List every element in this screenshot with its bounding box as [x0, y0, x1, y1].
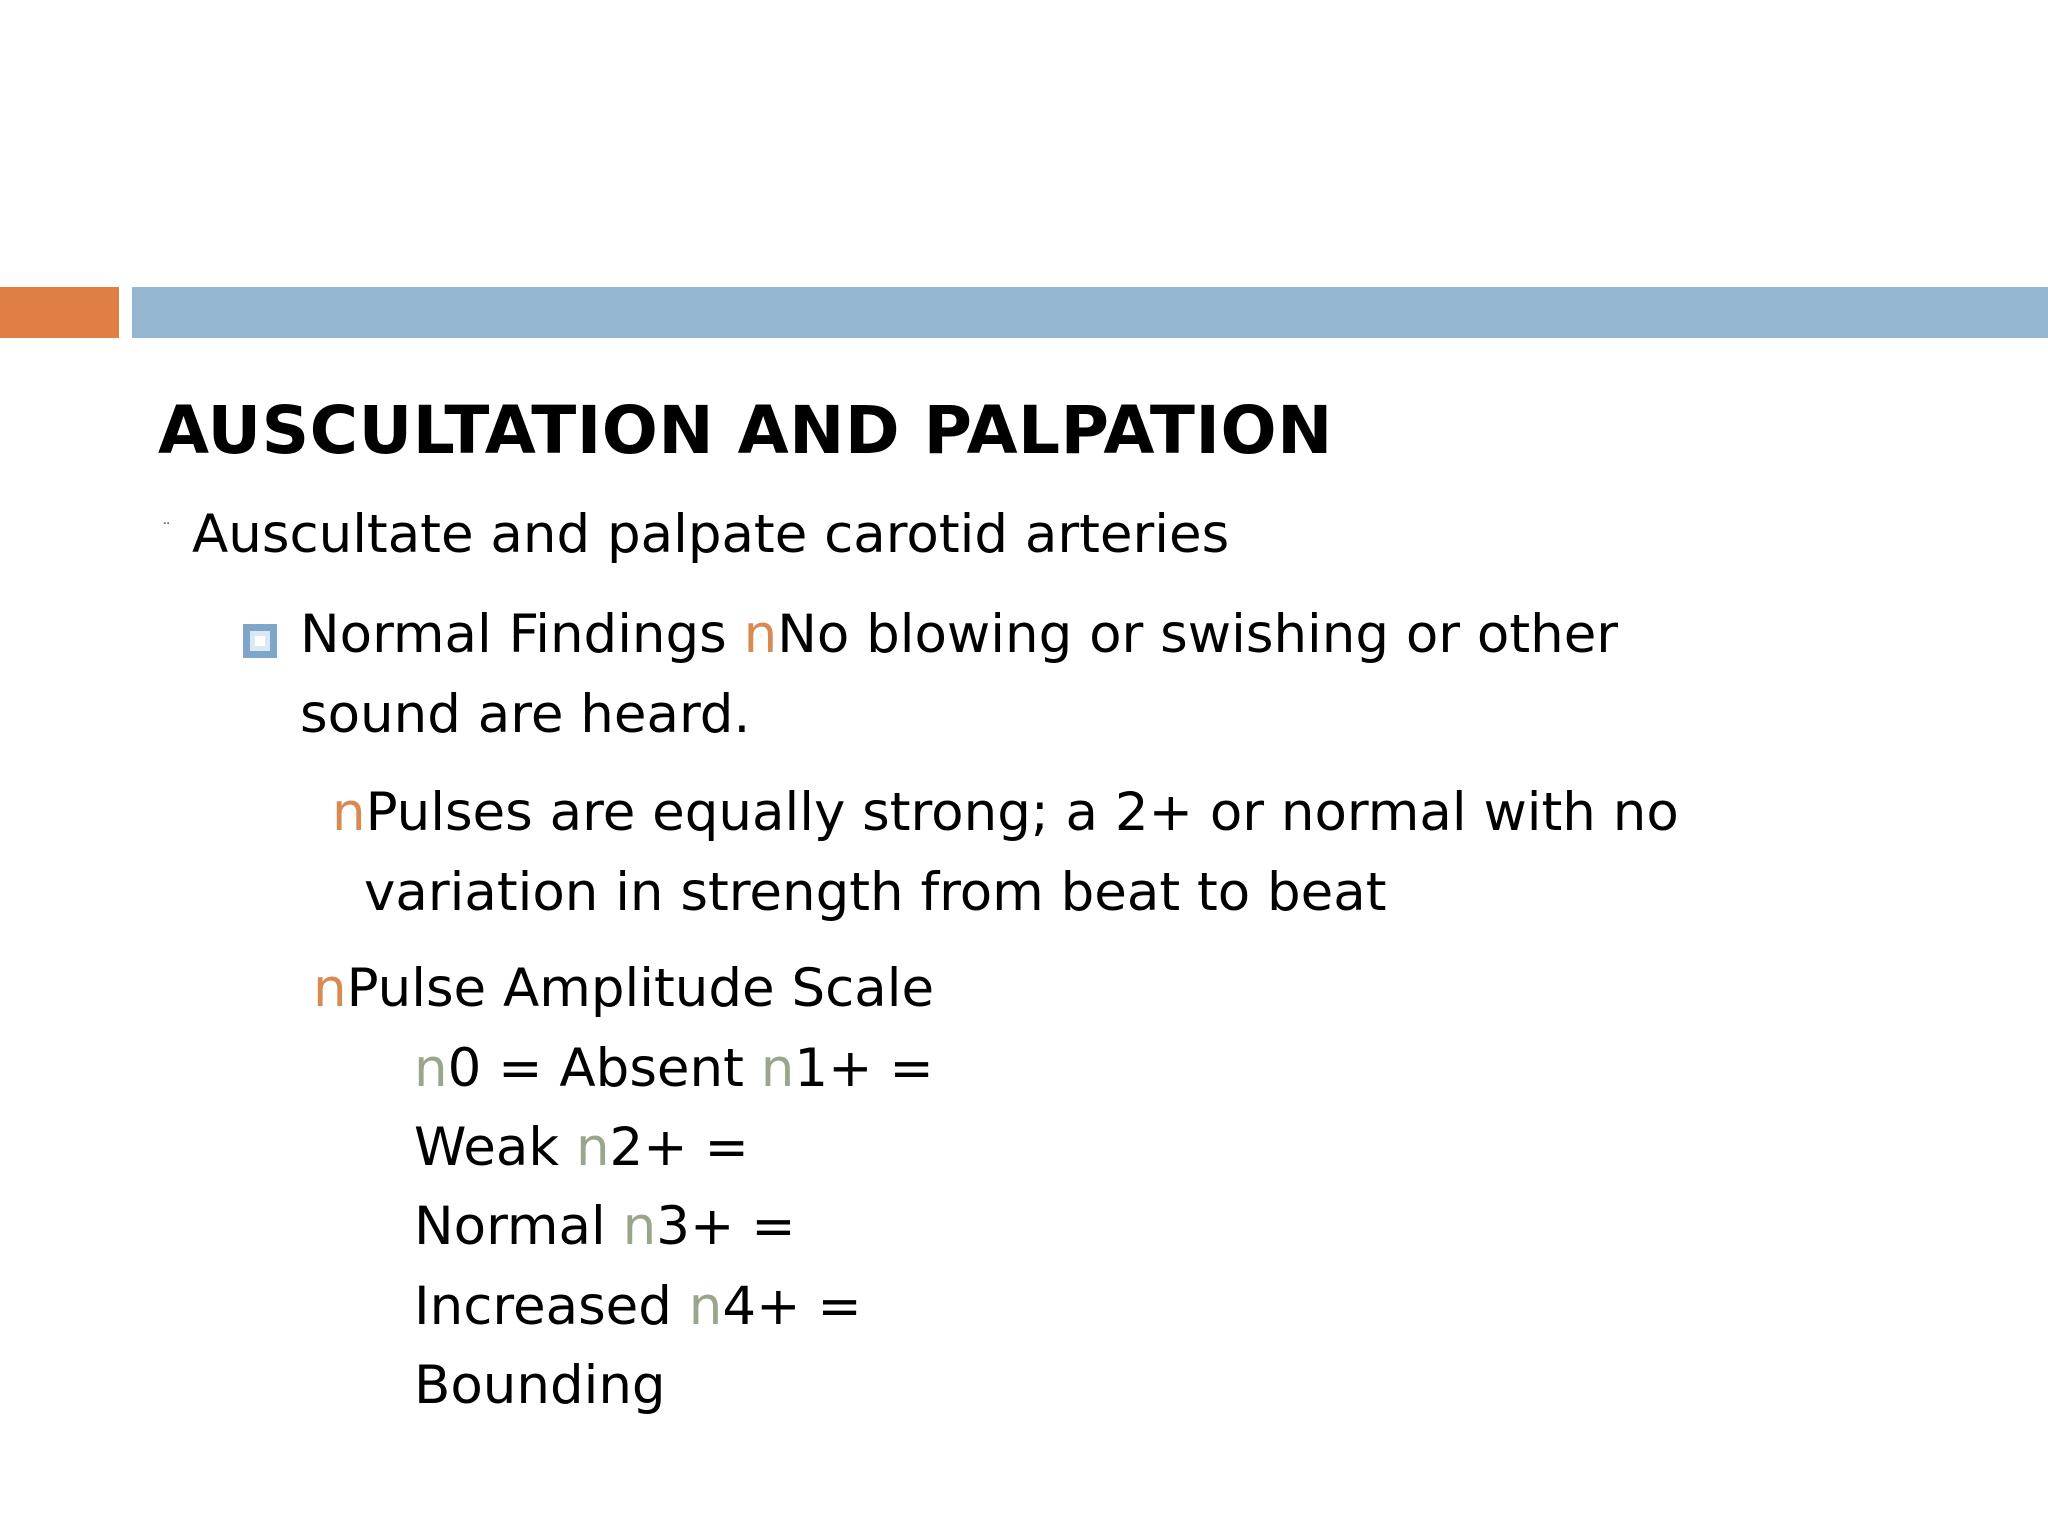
scale-heading — [313, 958, 935, 1019]
scale-row-5 — [414, 1355, 666, 1416]
scale-text: 3+ = — [656, 1196, 796, 1257]
scale-heading-text: Pulse Amplitude Scale — [346, 958, 935, 1019]
scale-row-3 — [414, 1196, 796, 1257]
n-bullet-marker: n — [760, 1038, 795, 1099]
n-bullet-marker: n — [575, 1117, 610, 1178]
scale-text: Normal — [414, 1196, 623, 1257]
square-bullet-icon — [243, 624, 277, 658]
n-bullet-marker: n — [743, 604, 778, 665]
normal-findings-line1 — [300, 604, 1619, 665]
scale-row-1 — [414, 1038, 934, 1099]
scale-text: 4+ = — [722, 1276, 862, 1337]
slide-title: AUSCULTATION AND PALPATION — [158, 392, 1333, 469]
blue-accent-bar — [132, 287, 2048, 338]
pulses-line1 — [332, 782, 1679, 843]
n-bullet-marker: n — [622, 1196, 657, 1257]
normal-findings-text: No blowing or swishing or other — [777, 604, 1619, 665]
level1-bullet-icon: ¨ — [162, 520, 171, 541]
normal-findings-line2: sound are heard. — [300, 684, 751, 745]
scale-row-4 — [414, 1276, 862, 1337]
scale-text: 0 = Absent — [447, 1038, 761, 1099]
pulses-line2: variation in strength from beat to beat — [364, 862, 1387, 923]
n-bullet-marker: n — [313, 958, 347, 1019]
normal-findings-label: Normal Findings — [300, 604, 744, 665]
scale-text: 1+ = — [794, 1038, 934, 1099]
pulses-text-1: Pulses are equally strong; a 2+ or normal with no — [365, 782, 1679, 843]
level1-text: Auscultate and palpate carotid arteries — [192, 504, 1230, 565]
scale-text: 2+ = — [609, 1117, 749, 1178]
n-bullet-marker: n — [688, 1276, 723, 1337]
n-bullet-marker: n — [414, 1038, 448, 1099]
scale-row-2 — [414, 1117, 749, 1178]
scale-text: Increased — [414, 1276, 689, 1337]
n-bullet-marker: n — [332, 782, 366, 843]
orange-accent-bar — [0, 287, 119, 338]
scale-text: Bounding — [414, 1355, 666, 1416]
scale-text: Weak — [414, 1117, 576, 1178]
